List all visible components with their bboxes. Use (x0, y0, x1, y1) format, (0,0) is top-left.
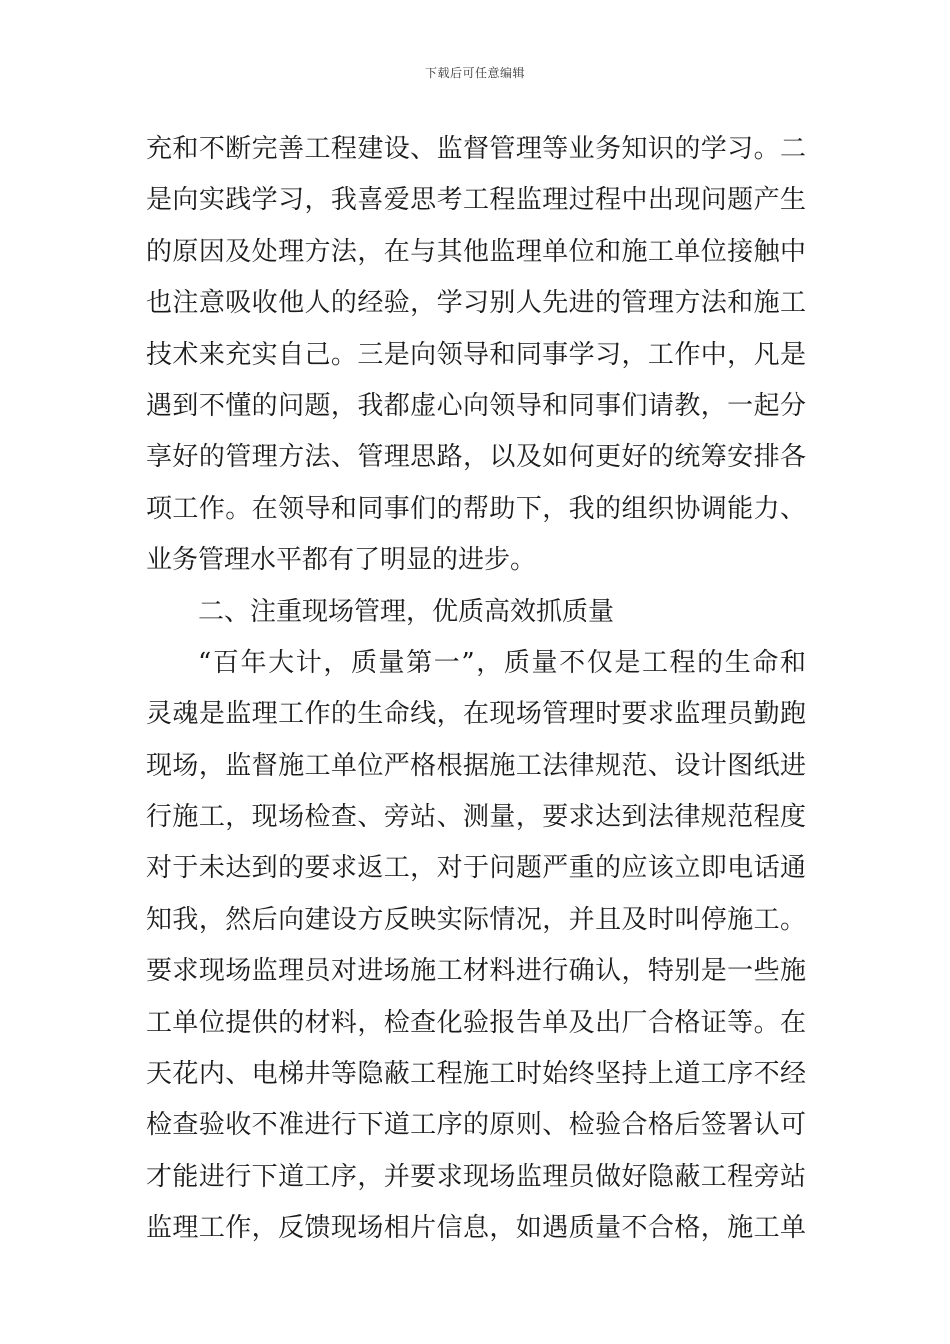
paragraph-study (146, 124, 806, 587)
text-line: 也注意吸收他人的经验，学习别人先进的管理方法和施工 (146, 288, 806, 319)
text-line: 才能进行下道工序，并要求现场监理员做好隐蔽工程旁站 (146, 1161, 806, 1192)
page-header: 下载后可任意编辑 (424, 66, 525, 80)
text-line: “百年大计，质量第一”，质量不仅是工程的生命和 (198, 647, 806, 678)
text-line: 业务管理水平都有了明显的进步。 (146, 545, 537, 576)
text-line: 检查验收不准进行下道工序的原则、检验合格后签署认可 (146, 1110, 806, 1141)
document-body (146, 124, 806, 1255)
section-heading: 二、注重现场管理，优质高效抓质量 (198, 596, 615, 627)
text-line: 监理工作，反馈现场相片信息，如遇质量不合格，施工单 (146, 1213, 806, 1244)
text-line: 享好的管理方法、管理思路，以及如何更好的统筹安排各 (146, 442, 806, 473)
text-line: 遇到不懂的问题，我都虚心向领导和同事们请教，一起分 (146, 390, 806, 421)
text-line: 项工作。在领导和同事们的帮助下，我的组织协调能力、 (146, 493, 806, 524)
text-line: 工单位提供的材料，检查化验报告单及出厂合格证等。在 (146, 1007, 806, 1038)
text-line: 对于未达到的要求返工，对于问题严重的应该立即电话通 (146, 853, 806, 884)
text-line: 的原因及处理方法，在与其他监理单位和施工单位接触中 (146, 236, 806, 267)
text-line: 充和不断完善工程建设、监督管理等业务知识的学习。二 (146, 134, 806, 164)
paragraph-quality (146, 638, 806, 1255)
text-line: 是向实践学习，我喜爱思考工程监理过程中出现问题产生 (146, 185, 806, 216)
text-line: 灵魂是监理工作的生命线，在现场管理时要求监理员勤跑 (146, 699, 806, 730)
text-line: 知我，然后向建设方反映实际情况，并且及时叫停施工。 (146, 904, 806, 935)
text-line: 要求现场监理员对进场施工材料进行确认，特别是一些施 (146, 956, 806, 987)
text-line: 行施工，现场检查、旁站、测量，要求达到法律规范程度 (146, 802, 806, 833)
text-line: 天花内、电梯井等隐蔽工程施工时始终坚持上道工序不经 (146, 1059, 806, 1090)
text-line: 技术来充实自己。三是向领导和同事学习，工作中，凡是 (146, 339, 806, 370)
text-line: 现场，监督施工单位严格根据施工法律规范、设计图纸进 (146, 750, 806, 781)
